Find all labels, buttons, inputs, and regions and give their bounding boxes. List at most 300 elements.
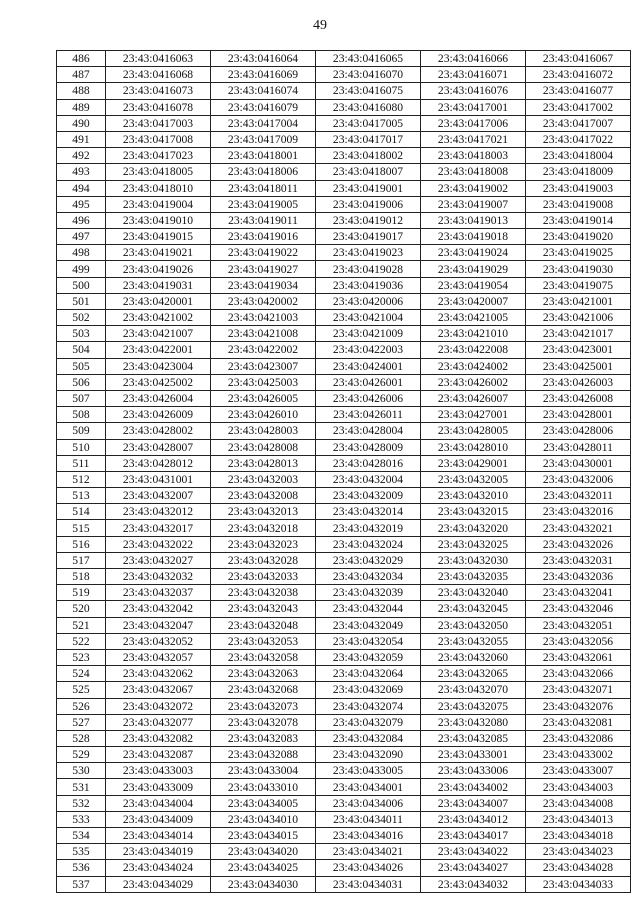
cadastral-number-cell: 23:43:0432074 xyxy=(316,698,421,714)
cadastral-number-cell: 23:43:0432008 xyxy=(211,488,316,504)
cadastral-number-cell: 23:43:0424002 xyxy=(421,358,526,374)
row-number-cell: 507 xyxy=(57,390,106,406)
row-number-cell: 505 xyxy=(57,358,106,374)
cadastral-number-cell: 23:43:0426006 xyxy=(316,390,421,406)
row-number-cell: 495 xyxy=(57,196,106,212)
cadastral-number-cell: 23:43:0432060 xyxy=(421,649,526,665)
cadastral-number-cell: 23:43:0432010 xyxy=(421,488,526,504)
cadastral-number-cell: 23:43:0432035 xyxy=(421,569,526,585)
cadastral-number-cell: 23:43:0432039 xyxy=(316,585,421,601)
cadastral-number-cell: 23:43:0419010 xyxy=(106,212,211,228)
cadastral-number-cell: 23:43:0432017 xyxy=(106,520,211,536)
cadastral-number-cell: 23:43:0434012 xyxy=(421,811,526,827)
cadastral-number-cell: 23:43:0432065 xyxy=(421,666,526,682)
cadastral-number-cell: 23:43:0421008 xyxy=(211,326,316,342)
cadastral-number-cell: 23:43:0420001 xyxy=(106,293,211,309)
cadastral-number-cell: 23:43:0419004 xyxy=(106,196,211,212)
cadastral-number-cell: 23:43:0432085 xyxy=(421,730,526,746)
cadastral-number-cell: 23:43:0434030 xyxy=(211,876,316,892)
table-row xyxy=(57,471,631,487)
row-number-cell: 491 xyxy=(57,131,106,147)
cadastral-number-cell: 23:43:0432068 xyxy=(211,682,316,698)
cadastral-number-cell: 23:43:0432051 xyxy=(526,617,631,633)
cadastral-number-cell: 23:43:0433003 xyxy=(106,763,211,779)
cadastral-number-cell: 23:43:0434028 xyxy=(526,860,631,876)
cadastral-number-cell: 23:43:0428007 xyxy=(106,439,211,455)
cadastral-number-cell: 23:43:0433004 xyxy=(211,763,316,779)
cadastral-number-cell: 23:43:0434009 xyxy=(106,811,211,827)
cadastral-number-cell: 23:43:0426011 xyxy=(316,407,421,423)
cadastral-number-cell: 23:43:0432013 xyxy=(211,504,316,520)
row-number-cell: 520 xyxy=(57,601,106,617)
cadastral-number-cell: 23:43:0417023 xyxy=(106,148,211,164)
cadastral-number-cell: 23:43:0419023 xyxy=(316,245,421,261)
cadastral-number-cell: 23:43:0432071 xyxy=(526,682,631,698)
cadastral-number-cell: 23:43:0432036 xyxy=(526,569,631,585)
cadastral-number-cell: 23:43:0418008 xyxy=(421,164,526,180)
cadastral-number-cell: 23:43:0419054 xyxy=(421,277,526,293)
cadastral-number-cell: 23:43:0432034 xyxy=(316,569,421,585)
cadastral-number-cell: 23:43:0421007 xyxy=(106,326,211,342)
row-number-cell: 518 xyxy=(57,569,106,585)
cadastral-number-cell: 23:43:0432044 xyxy=(316,601,421,617)
table-row xyxy=(57,439,631,455)
table-row xyxy=(57,358,631,374)
cadastral-number-cell: 23:43:0434005 xyxy=(211,795,316,811)
table-row xyxy=(57,455,631,471)
row-number-cell: 519 xyxy=(57,585,106,601)
cadastral-number-cell: 23:43:0419026 xyxy=(106,261,211,277)
row-number-cell: 523 xyxy=(57,649,106,665)
row-number-cell: 504 xyxy=(57,342,106,358)
table-row xyxy=(57,601,631,617)
cadastral-number-cell: 23:43:0432005 xyxy=(421,471,526,487)
table-row xyxy=(57,212,631,228)
table-row xyxy=(57,83,631,99)
table-row xyxy=(57,293,631,309)
cadastral-number-cell: 23:43:0428013 xyxy=(211,455,316,471)
row-number-cell: 527 xyxy=(57,714,106,730)
cadastral-number-cell: 23:43:0424001 xyxy=(316,358,421,374)
row-number-cell: 496 xyxy=(57,212,106,228)
cadastral-number-cell: 23:43:0432033 xyxy=(211,569,316,585)
row-number-cell: 513 xyxy=(57,488,106,504)
cadastral-number-cell: 23:43:0419022 xyxy=(211,245,316,261)
cadastral-number-cell: 23:43:0425002 xyxy=(106,374,211,390)
cadastral-number-cell: 23:43:0426001 xyxy=(316,374,421,390)
row-number-cell: 502 xyxy=(57,310,106,326)
cadastral-number-cell: 23:43:0434020 xyxy=(211,844,316,860)
table-row xyxy=(57,860,631,876)
cadastral-number-cell: 23:43:0416066 xyxy=(421,51,526,67)
cadastral-number-cell: 23:43:0417005 xyxy=(316,115,421,131)
cadastral-number-cell: 23:43:0433001 xyxy=(421,747,526,763)
cadastral-number-cell: 23:43:0432021 xyxy=(526,520,631,536)
cadastral-number-cell: 23:43:0428001 xyxy=(526,407,631,423)
cadastral-number-cell: 23:43:0432037 xyxy=(106,585,211,601)
cadastral-number-cell: 23:43:0416070 xyxy=(316,67,421,83)
cadastral-number-cell: 23:43:0434002 xyxy=(421,779,526,795)
cadastral-number-cell: 23:43:0421005 xyxy=(421,310,526,326)
cadastral-number-cell: 23:43:0432031 xyxy=(526,552,631,568)
cadastral-number-cell: 23:43:0421009 xyxy=(316,326,421,342)
cadastral-number-cell: 23:43:0416064 xyxy=(211,51,316,67)
cadastral-number-cell: 23:43:0434010 xyxy=(211,811,316,827)
cadastral-number-cell: 23:43:0433007 xyxy=(526,763,631,779)
cadastral-number-cell: 23:43:0432069 xyxy=(316,682,421,698)
table-row xyxy=(57,148,631,164)
table-row xyxy=(57,795,631,811)
cadastral-number-cell: 23:43:0416075 xyxy=(316,83,421,99)
table-row xyxy=(57,730,631,746)
cadastral-number-cell: 23:43:0433005 xyxy=(316,763,421,779)
table-row xyxy=(57,844,631,860)
cadastral-number-cell: 23:43:0428002 xyxy=(106,423,211,439)
row-number-cell: 526 xyxy=(57,698,106,714)
cadastral-number-cell: 23:43:0419025 xyxy=(526,245,631,261)
cadastral-number-cell: 23:43:0421001 xyxy=(526,293,631,309)
cadastral-number-cell: 23:43:0434026 xyxy=(316,860,421,876)
cadastral-number-cell: 23:43:0432042 xyxy=(106,601,211,617)
cadastral-number-cell: 23:43:0428005 xyxy=(421,423,526,439)
cadastral-number-cell: 23:43:0422008 xyxy=(421,342,526,358)
cadastral-number-cell: 23:43:0416080 xyxy=(316,99,421,115)
cadastral-number-cell: 23:43:0416068 xyxy=(106,67,211,83)
cadastral-number-cell: 23:43:0432019 xyxy=(316,520,421,536)
cadastral-number-cell: 23:43:0432053 xyxy=(211,633,316,649)
row-number-cell: 494 xyxy=(57,180,106,196)
cadastral-number-cell: 23:43:0419011 xyxy=(211,212,316,228)
cadastral-number-cell: 23:43:0427001 xyxy=(421,407,526,423)
row-number-cell: 534 xyxy=(57,828,106,844)
cadastral-number-cell: 23:43:0432082 xyxy=(106,730,211,746)
cadastral-number-cell: 23:43:0417008 xyxy=(106,131,211,147)
table-row xyxy=(57,876,631,892)
row-number-cell: 509 xyxy=(57,423,106,439)
row-number-cell: 511 xyxy=(57,455,106,471)
row-number-cell: 522 xyxy=(57,633,106,649)
cadastral-number-cell: 23:43:0432061 xyxy=(526,649,631,665)
cadastral-number-cell: 23:43:0432084 xyxy=(316,730,421,746)
cadastral-number-cell: 23:43:0421006 xyxy=(526,310,631,326)
cadastral-number-cell: 23:43:0420007 xyxy=(421,293,526,309)
cadastral-number-cell: 23:43:0418007 xyxy=(316,164,421,180)
cadastral-number-cell: 23:43:0434003 xyxy=(526,779,631,795)
cadastral-number-cell: 23:43:0432052 xyxy=(106,633,211,649)
cadastral-number-cell: 23:43:0419021 xyxy=(106,245,211,261)
row-number-cell: 486 xyxy=(57,51,106,67)
row-number-cell: 490 xyxy=(57,115,106,131)
cadastral-number-cell: 23:43:0416074 xyxy=(211,83,316,99)
row-number-cell: 501 xyxy=(57,293,106,309)
cadastral-number-cell: 23:43:0416063 xyxy=(106,51,211,67)
cadastral-number-cell: 23:43:0419030 xyxy=(526,261,631,277)
cadastral-number-cell: 23:43:0418004 xyxy=(526,148,631,164)
row-number-cell: 514 xyxy=(57,504,106,520)
table-row xyxy=(57,277,631,293)
cadastral-number-cell: 23:43:0418009 xyxy=(526,164,631,180)
cadastral-number-cell: 23:43:0417003 xyxy=(106,115,211,131)
cadastral-number-cell: 23:43:0417021 xyxy=(421,131,526,147)
row-number-cell: 531 xyxy=(57,779,106,795)
cadastral-number-cell: 23:43:0417022 xyxy=(526,131,631,147)
table-row xyxy=(57,682,631,698)
table-row xyxy=(57,633,631,649)
cadastral-number-cell: 23:43:0434017 xyxy=(421,828,526,844)
table-row xyxy=(57,423,631,439)
cadastral-number-cell: 23:43:0419008 xyxy=(526,196,631,212)
cadastral-number-cell: 23:43:0432043 xyxy=(211,601,316,617)
cadastral-number-cell: 23:43:0416079 xyxy=(211,99,316,115)
table-row xyxy=(57,779,631,795)
cadastral-number-cell: 23:43:0419027 xyxy=(211,261,316,277)
cadastral-number-cell: 23:43:0420002 xyxy=(211,293,316,309)
table-row xyxy=(57,180,631,196)
cadastral-number-cell: 23:43:0432055 xyxy=(421,633,526,649)
cadastral-number-cell: 23:43:0433002 xyxy=(526,747,631,763)
row-number-cell: 493 xyxy=(57,164,106,180)
row-number-cell: 535 xyxy=(57,844,106,860)
cadastral-number-cell: 23:43:0418011 xyxy=(211,180,316,196)
cadastral-number-cell: 23:43:0419034 xyxy=(211,277,316,293)
table-row xyxy=(57,342,631,358)
cadastral-number-cell: 23:43:0432072 xyxy=(106,698,211,714)
cadastral-number-cell: 23:43:0434014 xyxy=(106,828,211,844)
cadastral-number-cell: 23:43:0428010 xyxy=(421,439,526,455)
cadastral-number-cell: 23:43:0434031 xyxy=(316,876,421,892)
cadastral-number-cell: 23:43:0416077 xyxy=(526,83,631,99)
cadastral-number-cell: 23:43:0430001 xyxy=(526,455,631,471)
cadastral-number-cell: 23:43:0432050 xyxy=(421,617,526,633)
table-row xyxy=(57,585,631,601)
cadastral-number-cell: 23:43:0419036 xyxy=(316,277,421,293)
cadastral-number-cell: 23:43:0432029 xyxy=(316,552,421,568)
cadastral-number-cell: 23:43:0433010 xyxy=(211,779,316,795)
cadastral-number-cell: 23:43:0434032 xyxy=(421,876,526,892)
cadastral-number-cell: 23:43:0434018 xyxy=(526,828,631,844)
cadastral-number-cell: 23:43:0432003 xyxy=(211,471,316,487)
table-row xyxy=(57,164,631,180)
cadastral-number-cell: 23:43:0419031 xyxy=(106,277,211,293)
cadastral-number-cell: 23:43:0419017 xyxy=(316,229,421,245)
cadastral-number-cell: 23:43:0432012 xyxy=(106,504,211,520)
row-number-cell: 530 xyxy=(57,763,106,779)
table-row xyxy=(57,245,631,261)
cadastral-number-cell: 23:43:0418005 xyxy=(106,164,211,180)
row-number-cell: 537 xyxy=(57,876,106,892)
cadastral-number-cell: 23:43:0421004 xyxy=(316,310,421,326)
cadastral-number-cell: 23:43:0432038 xyxy=(211,585,316,601)
cadastral-number-cell: 23:43:0422002 xyxy=(211,342,316,358)
cadastral-number-cell: 23:43:0419014 xyxy=(526,212,631,228)
cadastral-number-cell: 23:43:0419003 xyxy=(526,180,631,196)
cadastral-number-cell: 23:43:0432027 xyxy=(106,552,211,568)
table-row xyxy=(57,115,631,131)
cadastral-number-cell: 23:43:0419002 xyxy=(421,180,526,196)
cadastral-number-cell: 23:43:0419016 xyxy=(211,229,316,245)
row-number-cell: 488 xyxy=(57,83,106,99)
table-row xyxy=(57,131,631,147)
table-row xyxy=(57,229,631,245)
cadastral-number-cell: 23:43:0421010 xyxy=(421,326,526,342)
cadastral-number-cell: 23:43:0426003 xyxy=(526,374,631,390)
table-row xyxy=(57,67,631,83)
cadastral-number-cell: 23:43:0432028 xyxy=(211,552,316,568)
cadastral-number-cell: 23:43:0428006 xyxy=(526,423,631,439)
cadastral-number-cell: 23:43:0420006 xyxy=(316,293,421,309)
cadastral-number-cell: 23:43:0417001 xyxy=(421,99,526,115)
row-number-cell: 489 xyxy=(57,99,106,115)
cadastral-number-cell: 23:43:0432018 xyxy=(211,520,316,536)
cadastral-number-cell: 23:43:0434016 xyxy=(316,828,421,844)
cadastral-number-cell: 23:43:0432057 xyxy=(106,649,211,665)
table-row xyxy=(57,374,631,390)
cadastral-number-cell: 23:43:0416067 xyxy=(526,51,631,67)
cadastral-number-cell: 23:43:0432049 xyxy=(316,617,421,633)
page-number: 49 xyxy=(313,18,327,33)
cadastral-number-cell: 23:43:0434013 xyxy=(526,811,631,827)
table-row xyxy=(57,520,631,536)
cadastral-number-cell: 23:43:0432056 xyxy=(526,633,631,649)
cadastral-number-cell: 23:43:0419001 xyxy=(316,180,421,196)
table-row xyxy=(57,666,631,682)
cadastral-number-cell: 23:43:0417009 xyxy=(211,131,316,147)
cadastral-number-cell: 23:43:0432016 xyxy=(526,504,631,520)
cadastral-number-cell: 23:43:0432006 xyxy=(526,471,631,487)
row-number-cell: 510 xyxy=(57,439,106,455)
cadastral-number-cell: 23:43:0423007 xyxy=(211,358,316,374)
row-number-cell: 492 xyxy=(57,148,106,164)
cadastral-number-cell: 23:43:0432087 xyxy=(106,747,211,763)
cadastral-number-cell: 23:43:0433009 xyxy=(106,779,211,795)
cadastral-number-cell: 23:43:0422001 xyxy=(106,342,211,358)
cadastral-number-cell: 23:43:0432014 xyxy=(316,504,421,520)
table-row xyxy=(57,698,631,714)
cadastral-number-cell: 23:43:0432067 xyxy=(106,682,211,698)
cadastral-number-cell: 23:43:0428008 xyxy=(211,439,316,455)
row-number-cell: 528 xyxy=(57,730,106,746)
cadastral-number-cell: 23:43:0421003 xyxy=(211,310,316,326)
cadastral-number-cell: 23:43:0434025 xyxy=(211,860,316,876)
table-row xyxy=(57,617,631,633)
table-row xyxy=(57,714,631,730)
cadastral-number-cell: 23:43:0428009 xyxy=(316,439,421,455)
row-number-cell: 532 xyxy=(57,795,106,811)
cadastral-number-cell: 23:43:0434019 xyxy=(106,844,211,860)
cadastral-number-cell: 23:43:0432062 xyxy=(106,666,211,682)
row-number-cell: 517 xyxy=(57,552,106,568)
row-number-cell: 487 xyxy=(57,67,106,83)
cadastral-number-cell: 23:43:0416071 xyxy=(421,67,526,83)
cadastral-number-cell: 23:43:0426010 xyxy=(211,407,316,423)
cadastral-number-cell: 23:43:0417006 xyxy=(421,115,526,131)
cadastral-number-cell: 23:43:0434001 xyxy=(316,779,421,795)
cadastral-number-cell: 23:43:0419015 xyxy=(106,229,211,245)
cadastral-number-cell: 23:43:0421017 xyxy=(526,326,631,342)
cadastral-number-cell: 23:43:0421002 xyxy=(106,310,211,326)
row-number-cell: 515 xyxy=(57,520,106,536)
cadastral-number-cell: 23:43:0432004 xyxy=(316,471,421,487)
cadastral-number-cell: 23:43:0416073 xyxy=(106,83,211,99)
row-number-cell: 508 xyxy=(57,407,106,423)
cadastral-number-cell: 23:43:0432077 xyxy=(106,714,211,730)
row-number-cell: 498 xyxy=(57,245,106,261)
table-row xyxy=(57,51,631,67)
table-row xyxy=(57,649,631,665)
cadastral-number-cell: 23:43:0419029 xyxy=(421,261,526,277)
cadastral-number-cell: 23:43:0419006 xyxy=(316,196,421,212)
cadastral-number-cell: 23:43:0432090 xyxy=(316,747,421,763)
cadastral-number-cell: 23:43:0432047 xyxy=(106,617,211,633)
cadastral-number-cell: 23:43:0434027 xyxy=(421,860,526,876)
table-row xyxy=(57,196,631,212)
row-number-cell: 500 xyxy=(57,277,106,293)
cadastral-number-cell: 23:43:0419007 xyxy=(421,196,526,212)
table-row xyxy=(57,747,631,763)
cadastral-number-cell: 23:43:0416072 xyxy=(526,67,631,83)
cadastral-number-cell: 23:43:0419012 xyxy=(316,212,421,228)
cadastral-number-cell: 23:43:0426007 xyxy=(421,390,526,406)
cadastral-number-cell: 23:43:0432075 xyxy=(421,698,526,714)
cadastral-number-cell: 23:43:0419018 xyxy=(421,229,526,245)
cadastral-number-cell: 23:43:0422003 xyxy=(316,342,421,358)
cadastral-number-cell: 23:43:0434022 xyxy=(421,844,526,860)
cadastral-number-cell: 23:43:0432080 xyxy=(421,714,526,730)
cadastral-number-cell: 23:43:0432048 xyxy=(211,617,316,633)
cadastral-number-cell: 23:43:0432079 xyxy=(316,714,421,730)
cadastral-number-cell: 23:43:0426002 xyxy=(421,374,526,390)
table-row xyxy=(57,390,631,406)
cadastral-number-cell: 23:43:0423004 xyxy=(106,358,211,374)
cadastral-number-cell: 23:43:0432023 xyxy=(211,536,316,552)
cadastral-number-cell: 23:43:0428003 xyxy=(211,423,316,439)
table-row xyxy=(57,552,631,568)
row-number-cell: 536 xyxy=(57,860,106,876)
cadastral-number-cell: 23:43:0432032 xyxy=(106,569,211,585)
cadastral-number-cell: 23:43:0419020 xyxy=(526,229,631,245)
table-row xyxy=(57,310,631,326)
cadastral-number-cell: 23:43:0429001 xyxy=(421,455,526,471)
cadastral-number-cell: 23:43:0426009 xyxy=(106,407,211,423)
cadastral-number-cell: 23:43:0432086 xyxy=(526,730,631,746)
cadastral-number-cell: 23:43:0418006 xyxy=(211,164,316,180)
row-number-cell: 497 xyxy=(57,229,106,245)
cadastral-number-cell: 23:43:0432078 xyxy=(211,714,316,730)
row-number-cell: 516 xyxy=(57,536,106,552)
cadastral-number-cell: 23:43:0432025 xyxy=(421,536,526,552)
cadastral-number-cell: 23:43:0434008 xyxy=(526,795,631,811)
cadastral-number-cell: 23:43:0434021 xyxy=(316,844,421,860)
cadastral-number-cell: 23:43:0432066 xyxy=(526,666,631,682)
row-number-cell: 499 xyxy=(57,261,106,277)
cadastral-number-cell: 23:43:0418010 xyxy=(106,180,211,196)
table-row xyxy=(57,569,631,585)
cadastral-number-cell: 23:43:0417002 xyxy=(526,99,631,115)
table-row xyxy=(57,261,631,277)
cadastral-number-cell: 23:43:0434015 xyxy=(211,828,316,844)
cadastral-number-cell: 23:43:0434007 xyxy=(421,795,526,811)
table-row xyxy=(57,811,631,827)
cadastral-number-cell: 23:43:0434011 xyxy=(316,811,421,827)
cadastral-number-cell: 23:43:0432083 xyxy=(211,730,316,746)
cadastral-number-cell: 23:43:0418001 xyxy=(211,148,316,164)
table-row xyxy=(57,407,631,423)
cadastral-number-cell: 23:43:0432020 xyxy=(421,520,526,536)
cadastral-number-cell: 23:43:0432046 xyxy=(526,601,631,617)
cadastral-number-cell: 23:43:0432070 xyxy=(421,682,526,698)
cadastral-numbers-table xyxy=(56,50,631,893)
cadastral-number-cell: 23:43:0432063 xyxy=(211,666,316,682)
